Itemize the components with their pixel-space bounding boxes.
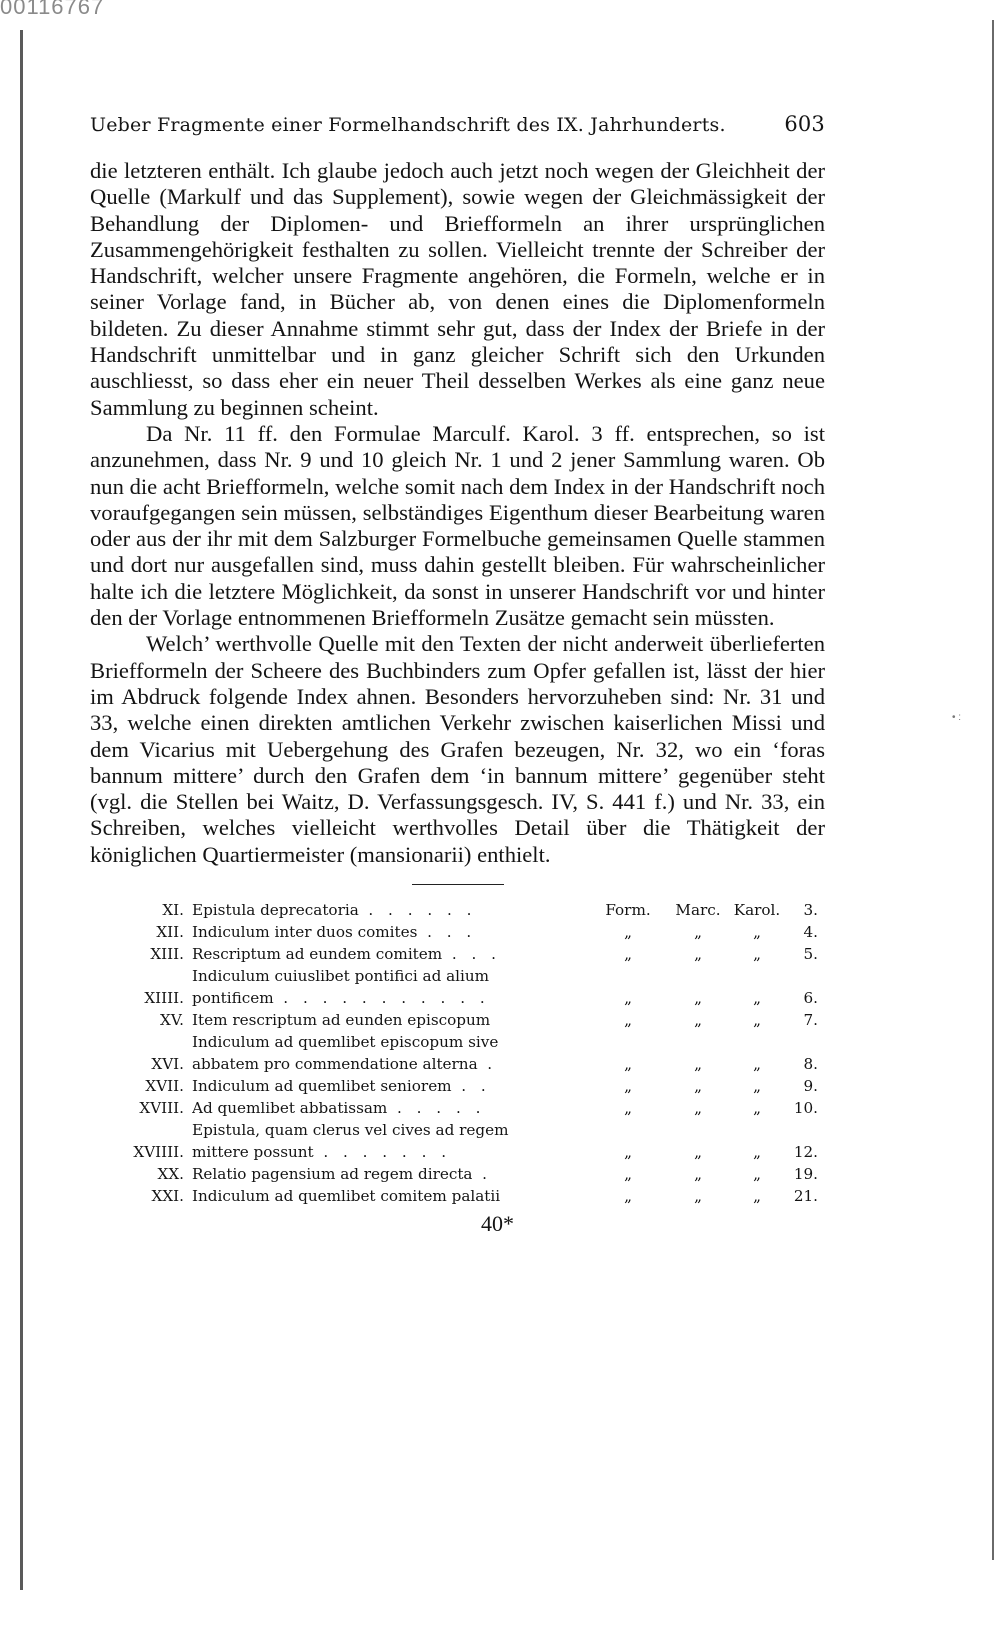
index-title-line bbox=[192, 1097, 592, 1119]
index-title-line bbox=[192, 921, 592, 943]
index-source-cell: 6. bbox=[803, 989, 818, 1008]
index-title bbox=[192, 1163, 592, 1185]
index-title-text: Relatio pagensium ad regem directa bbox=[192, 1165, 473, 1184]
index-source-cell: „ bbox=[753, 945, 761, 964]
leader-dots: . . . bbox=[451, 945, 501, 964]
index-title bbox=[192, 943, 592, 965]
index-source bbox=[592, 1097, 818, 1119]
index-source-cell: „ bbox=[753, 1165, 761, 1184]
leader-dots: . bbox=[482, 1165, 492, 1184]
index-title-line bbox=[192, 965, 592, 987]
index-source-cell: 3. bbox=[803, 901, 818, 920]
index-title-text: Rescriptum ad eundem comitem bbox=[192, 945, 443, 964]
index-row bbox=[90, 1185, 825, 1207]
index-number: XVIII. bbox=[139, 1099, 184, 1118]
index-number: XX. bbox=[157, 1165, 184, 1184]
leader-dots: . . . . . . . bbox=[323, 1143, 452, 1162]
index-title-text: Epistula, quam clerus vel cives ad regem bbox=[192, 1121, 509, 1140]
index-number: XVIIII. bbox=[133, 1143, 184, 1162]
running-title: Ueber Fragmente einer Formelhandschrift des IX. Jahrhunderts. bbox=[90, 114, 726, 136]
scan-speck: • : bbox=[952, 712, 962, 723]
index-row bbox=[90, 1119, 825, 1163]
index-number: XIII. bbox=[150, 945, 184, 964]
index-title-text: Indiculum cuiuslibet pontifici ad alium bbox=[192, 967, 490, 986]
index-number: XI. bbox=[162, 901, 184, 920]
signature-mark: 40* bbox=[481, 1211, 514, 1237]
index-row bbox=[90, 1031, 825, 1075]
index-source-cell: „ bbox=[753, 1011, 761, 1030]
index-row bbox=[90, 1075, 825, 1097]
index-number: XV. bbox=[160, 1011, 184, 1030]
index-source-cell: „ bbox=[624, 1187, 632, 1206]
index-source-cell: „ bbox=[694, 923, 702, 942]
index-title bbox=[192, 921, 592, 943]
index-source-cell: „ bbox=[753, 923, 761, 942]
paragraph: die letzteren enthält. Ich glaube jedoch auch jetzt noch wegen der Gleichheit der Quelle (Markulf und das Supplement), sowie wegen der Gleichmässigkeit der Behandlung der Diplomen- und Briefformeln an ihrer ursprünglichen Zusammengehörigkeit festhalten zu sollen. Vielleicht trennte der Schreiber der Handschrift, welcher unsere Fragmente angehören, die Formeln, welche er in seiner Vorlage fand, in Bücher ab, von denen eines die Diplomenformeln bildeten. Zu dieser Annahme stimmt sehr gut, dass der Index der Briefe in der Handschrift unmittelbar und in ganz gleicher Schrift sich den Urkunden auschliesst, so dass eher ein neuer Theil desselben Werkes als eine ganz neue Sammlung zu beginnen scheint. bbox=[90, 158, 825, 420]
leader-dots: . . bbox=[461, 1077, 491, 1096]
index-number: XXI. bbox=[151, 1187, 184, 1206]
index-source bbox=[592, 1163, 818, 1185]
index-source bbox=[592, 1141, 818, 1163]
index-title-line bbox=[192, 943, 592, 965]
index-source-cell: „ bbox=[753, 1055, 761, 1074]
index-title-text: Indiculum inter duos comites bbox=[192, 923, 418, 942]
index-number: XVI. bbox=[151, 1055, 184, 1074]
index-title bbox=[192, 1075, 592, 1097]
index-source-cell: „ bbox=[694, 1187, 702, 1206]
index-source bbox=[592, 1009, 818, 1031]
index-source bbox=[592, 1075, 818, 1097]
index-row bbox=[90, 899, 825, 921]
index-source-cell: 9. bbox=[803, 1077, 818, 1096]
index-source-cell: „ bbox=[753, 1099, 761, 1118]
index-title bbox=[192, 1097, 592, 1119]
index-source-cell: „ bbox=[624, 1077, 632, 1096]
index-source-cell: „ bbox=[624, 989, 632, 1008]
index-title-line bbox=[192, 1141, 592, 1163]
index-source-cell: „ bbox=[624, 1099, 632, 1118]
index-title-text: Indiculum ad quemlibet episcopum sive bbox=[192, 1033, 499, 1052]
paragraph: Da Nr. 11 ff. den Formulae Marculf. Karol. 3 ff. entsprechen, so ist anzunehmen, dass Nr. 9 und 10 gleich Nr. 1 und 2 jener Sammlung waren. Ob nun die acht Briefformeln, welche somit nach dem Index in der Handschrift noch voraufgegangen sein müssen, selbständiges Eigenthum dieser Bearbeitung waren oder aus der ihr mit dem Salzburger Formelbuche gemeinsamen Quelle stammen und dort nur ausgefallen sind, muss dahin gestellt bleiben. Für wahrscheinlicher halte ich die letztere Möglichkeit, da sonst in unserer Handschrift vor und hinter den der Vorlage entnommenen Briefformeln Zusätze gemacht sein müssten. bbox=[90, 420, 825, 631]
index-source-cell: 4. bbox=[803, 923, 818, 942]
leader-dots: . bbox=[487, 1055, 498, 1074]
index-title-text: pontificem bbox=[192, 989, 274, 1008]
index-title-line bbox=[192, 1009, 592, 1031]
index-title-text: Indiculum ad quemlibet seniorem bbox=[192, 1077, 452, 1096]
index-title-line bbox=[192, 1185, 592, 1207]
body-text bbox=[90, 158, 825, 868]
index-title bbox=[192, 899, 592, 921]
index-source-cell: „ bbox=[624, 1165, 632, 1184]
index-source bbox=[592, 921, 818, 943]
index-source-cell: 7. bbox=[803, 1011, 818, 1030]
index-source-cell: „ bbox=[624, 1011, 632, 1030]
leader-dots: . . . . . bbox=[396, 1099, 486, 1118]
index-source-cell: „ bbox=[624, 1055, 632, 1074]
index-source-cell: „ bbox=[694, 1011, 702, 1030]
index-title bbox=[192, 1031, 592, 1075]
leader-dots: . . . . . . . . . . . bbox=[283, 989, 490, 1008]
index-source bbox=[592, 987, 818, 1009]
index-source-cell: Form. bbox=[605, 901, 651, 920]
index-title-text: Indiculum ad quemlibet comitem palatii bbox=[192, 1187, 501, 1206]
index-row bbox=[90, 921, 825, 943]
index-title-text: Epistula deprecatoria bbox=[192, 901, 359, 920]
index-title bbox=[192, 1009, 592, 1031]
index-source-cell: Marc. bbox=[675, 901, 721, 920]
index-source-cell: „ bbox=[624, 945, 632, 964]
index-source-cell: „ bbox=[753, 1143, 761, 1162]
index-title bbox=[192, 1119, 592, 1163]
running-header bbox=[90, 112, 825, 136]
leader-dots: . . . bbox=[427, 923, 477, 942]
index-source-cell: 8. bbox=[803, 1055, 818, 1074]
index-title-line bbox=[192, 1031, 592, 1053]
index-source-cell: „ bbox=[694, 989, 702, 1008]
index-title bbox=[192, 965, 592, 1009]
section-rule bbox=[412, 884, 504, 885]
paragraph: Welch’ werthvolle Quelle mit den Texten der nicht anderweit überlieferten Briefformeln der Scheere des Buchbinders zum Opfer gefallen ist, lässt der hier im Abdruck folgende Index ahnen. Besonders hervorzuheben sind: Nr. 31 und 33, welche einen direkten amtlichen Verkehr zwischen kaiserlichen Missi und dem Vicarius mit Uebergehung des Grafen bezeugen, Nr. 32, wo ein ‘foras bannum mittere’ durch den Grafen dem ‘in bannum mittere’ gegenüber steht (vgl. die Stellen bei Waitz, D. Verfassungsgesch. IV, S. 441 f.) und Nr. 33, ein Schreiben, welches vielleicht werthvolles Detail über die Thätigkeit der königlichen Quartiermeister (mansionarii) enthielt. bbox=[90, 631, 825, 867]
index-source-cell: Karol. bbox=[733, 901, 781, 920]
index-title-line bbox=[192, 1163, 592, 1185]
page-edge-right bbox=[992, 20, 994, 1560]
index-source-cell: „ bbox=[753, 1077, 761, 1096]
page-number: 603 bbox=[784, 112, 825, 136]
index-title-line bbox=[192, 1053, 592, 1075]
index-source-cell: 12. bbox=[793, 1143, 818, 1162]
index-row bbox=[90, 1097, 825, 1119]
index-title-line bbox=[192, 1119, 592, 1141]
index-source-cell: „ bbox=[624, 1143, 632, 1162]
index-source-cell: „ bbox=[694, 1077, 702, 1096]
page-edge-left bbox=[20, 30, 23, 1590]
index-row bbox=[90, 943, 825, 965]
index-source-cell: „ bbox=[694, 1143, 702, 1162]
index-source bbox=[592, 943, 818, 965]
formula-index bbox=[90, 899, 825, 1207]
index-source-cell: „ bbox=[694, 1055, 702, 1074]
leader-dots: . . . . . . bbox=[368, 901, 477, 920]
index-row bbox=[90, 1163, 825, 1185]
index-source-cell: 5. bbox=[803, 945, 818, 964]
index-title bbox=[192, 1185, 592, 1207]
index-title-text: Item rescriptum ad eunden episcopum bbox=[192, 1011, 491, 1030]
index-source bbox=[592, 899, 818, 921]
index-number: XII. bbox=[156, 923, 184, 942]
index-title-text: mittere possunt bbox=[192, 1143, 314, 1162]
index-number: XIIII. bbox=[144, 989, 184, 1008]
index-source-cell: „ bbox=[624, 923, 632, 942]
index-source-cell: 19. bbox=[793, 1165, 818, 1184]
index-row bbox=[90, 1009, 825, 1031]
index-title-line bbox=[192, 987, 592, 1009]
index-source bbox=[592, 1053, 818, 1075]
index-source-cell: „ bbox=[753, 989, 761, 1008]
index-row bbox=[90, 965, 825, 1009]
index-title-line bbox=[192, 899, 592, 921]
index-title-line bbox=[192, 1075, 592, 1097]
index-source-cell: „ bbox=[694, 1165, 702, 1184]
page bbox=[90, 112, 825, 1237]
index-title-text: abbatem pro commendatione alterna bbox=[192, 1055, 478, 1074]
index-number: XVII. bbox=[145, 1077, 184, 1096]
index-source-cell: „ bbox=[694, 945, 702, 964]
index-title-text: Ad quemlibet abbatissam bbox=[192, 1099, 388, 1118]
index-source-cell: 21. bbox=[793, 1187, 818, 1206]
index-source-cell: „ bbox=[694, 1099, 702, 1118]
index-source-cell: 10. bbox=[793, 1099, 818, 1118]
index-source-cell: „ bbox=[753, 1187, 761, 1206]
index-source bbox=[592, 1185, 818, 1207]
scan-id: 00116767 bbox=[0, 0, 105, 19]
